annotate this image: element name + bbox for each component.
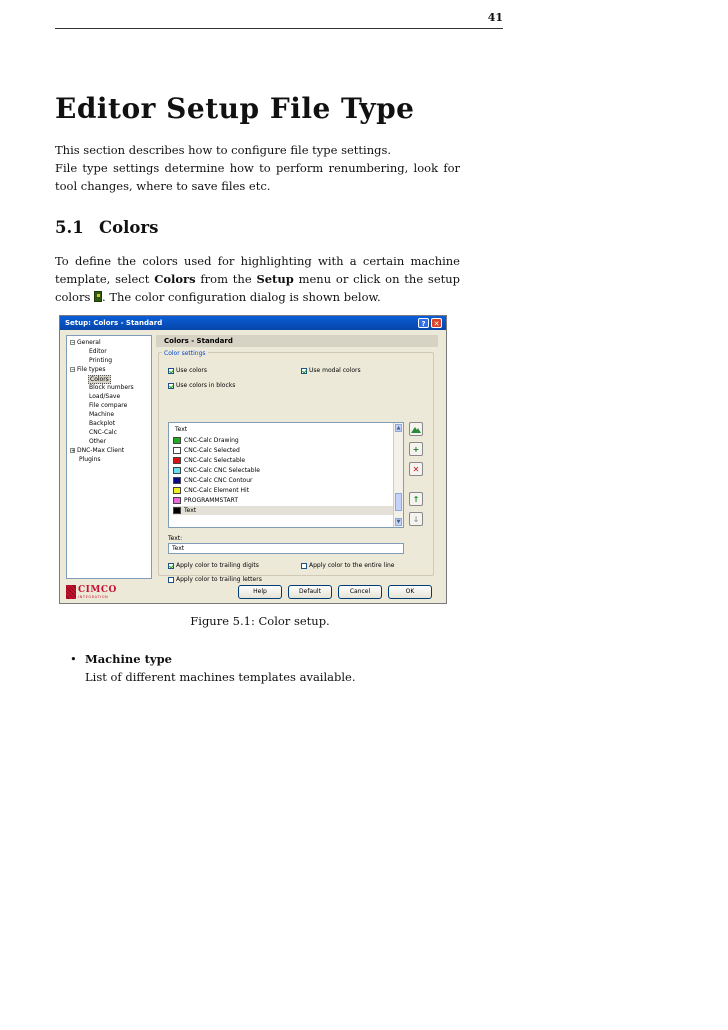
tree-item-general[interactable]: [70, 339, 101, 346]
scroll-thumb[interactable]: [395, 493, 402, 511]
tree-item-label: DNC-Max Client: [77, 447, 125, 454]
list-header: Text: [175, 426, 188, 433]
chapter-title: Editor Setup File Type: [55, 92, 415, 125]
group-title: Color settings: [164, 350, 206, 357]
tree-item-load-save[interactable]: Load/Save: [89, 393, 121, 400]
list-scrollbar[interactable]: [393, 423, 403, 527]
checkbox-box[interactable]: [301, 368, 307, 374]
tree-item-plugins[interactable]: Plugins: [79, 456, 101, 463]
scroll-down-icon[interactable]: ▼: [396, 519, 401, 525]
color-item-list[interactable]: [168, 422, 404, 528]
help-icon[interactable]: ?: [418, 318, 429, 328]
color-item-label: CNC-Calc Selectable: [184, 457, 246, 464]
move-down-button[interactable]: [409, 512, 423, 526]
paragraph-text: menu or click on the setup colors: [55, 272, 461, 304]
color-swatch: [173, 437, 181, 444]
bullet-dot: •: [70, 652, 77, 666]
tree-item-dnc-max-client[interactable]: [70, 447, 124, 454]
color-item[interactable]: [173, 486, 249, 495]
tree-item-colors[interactable]: Colors: [90, 376, 109, 383]
close-icon[interactable]: ✕: [431, 318, 442, 328]
checkbox-box[interactable]: [168, 563, 174, 569]
text-field[interactable]: Text: [168, 543, 404, 554]
logo-mark-icon: [66, 585, 76, 599]
paragraph-text: from the: [195, 272, 257, 286]
delete-icon: ✕: [412, 464, 420, 474]
tree-item-file-compare[interactable]: File compare: [89, 402, 128, 409]
checkbox-label: Use colors in blocks: [176, 382, 236, 389]
intro-paragraph-1: This section describes how to configure file type settings.: [55, 143, 392, 157]
apply-entire-line-checkbox[interactable]: [301, 562, 395, 569]
checkbox-label: Apply color to the entire line: [309, 562, 395, 569]
color-item-label: CNC-Calc Element Hit: [184, 487, 250, 494]
tree-item-other[interactable]: Other: [89, 438, 107, 445]
color-item[interactable]: [173, 476, 253, 485]
arrow-down-icon: ↓: [412, 514, 420, 524]
cimco-logo: [66, 585, 118, 601]
checkbox-label: Apply color to trailing letters: [176, 576, 262, 583]
panel-title: Colors - Standard: [164, 337, 233, 345]
intro-paragraph-2: File type settings determine how to perform renumbering, look for tool changes, where to save files etc.: [55, 161, 460, 193]
help-button[interactable]: Help: [238, 585, 282, 599]
color-item-label: CNC-Calc CNC Selectable: [184, 467, 260, 474]
color-item[interactable]: [173, 496, 238, 505]
color-swatch: [173, 467, 181, 474]
cancel-button[interactable]: Cancel: [338, 585, 382, 599]
logo-subtitle: INTEGRATION: [78, 595, 109, 599]
move-up-button[interactable]: [409, 492, 423, 506]
settings-panel: [156, 335, 441, 583]
settings-tree: [66, 335, 152, 579]
color-swatch: [173, 477, 181, 484]
bullet-description: List of different machines templates available.: [85, 670, 356, 684]
tree-item-backplot[interactable]: Backplot: [89, 420, 116, 427]
use-colors-checkbox[interactable]: [168, 367, 207, 374]
tree-item-machine[interactable]: Machine: [89, 411, 115, 418]
colors-paragraph: [55, 252, 460, 306]
color-item-label: CNC-Calc CNC Contour: [184, 477, 253, 484]
scroll-up-icon[interactable]: ▲: [396, 425, 401, 431]
dialog-button-bar: [60, 581, 446, 603]
color-item-label: CNC-Calc Drawing: [184, 437, 239, 444]
color-swatch: [173, 457, 181, 464]
checkbox-box[interactable]: [168, 368, 174, 374]
tree-item-editor[interactable]: Editor: [89, 348, 107, 355]
tree-item-file-types[interactable]: [70, 366, 105, 373]
color-item[interactable]: [173, 466, 260, 475]
tree-item-label: General: [77, 339, 101, 346]
color-swatch: [173, 507, 181, 514]
use-modal-colors-checkbox[interactable]: [301, 367, 361, 374]
add-item-button[interactable]: [409, 442, 423, 456]
page-number: 41: [487, 11, 503, 24]
checkbox-box[interactable]: [168, 383, 174, 389]
delete-item-button[interactable]: [409, 462, 423, 476]
apply-trailing-digits-checkbox[interactable]: [168, 562, 259, 569]
expand-icon[interactable]: +: [71, 448, 76, 454]
section-number: 5.1: [55, 218, 84, 237]
text-field-label: Text:: [168, 535, 183, 542]
color-item-label: Text: [184, 507, 197, 514]
use-colors-in-blocks-checkbox[interactable]: [168, 382, 235, 389]
tree-item-block-numbers[interactable]: Block numbers: [89, 384, 134, 391]
paragraph-text: To define the colors used for highlighting with a certain machine template, select: [55, 254, 460, 286]
arrow-up-icon: ↑: [412, 494, 420, 504]
section-title: Colors: [99, 218, 159, 237]
colors-menu-term: Colors: [154, 272, 196, 286]
tree-item-printing[interactable]: Printing: [89, 357, 113, 364]
figure-caption: Figure 5.1: Color setup.: [190, 614, 330, 628]
setup-menu-term: Setup: [256, 272, 294, 286]
section-heading: [55, 218, 158, 237]
tree-item-cnc-calc[interactable]: CNC-Calc: [89, 429, 117, 436]
edit-color-button[interactable]: [409, 422, 423, 436]
collapse-icon[interactable]: −: [71, 340, 76, 346]
setup-colors-icon: [94, 291, 102, 302]
checkbox-label: Apply color to trailing digits: [176, 562, 259, 569]
color-item[interactable]: [173, 436, 239, 445]
mountain-icon: [411, 425, 421, 433]
color-item-label: CNC-Calc Selected: [184, 447, 240, 454]
checkbox-label: Use modal colors: [309, 367, 361, 374]
color-swatch: [173, 447, 181, 454]
paragraph-text: . The color configuration dialog is shown below.: [102, 290, 381, 304]
ok-button[interactable]: OK: [388, 585, 432, 599]
header-rule: [55, 28, 503, 29]
color-swatch: [173, 487, 181, 494]
setup-colors-dialog: [59, 315, 447, 604]
tree-item-label: File types: [77, 366, 106, 373]
color-item[interactable]: [173, 446, 240, 455]
logo-name: CIMCO: [78, 585, 117, 595]
checkbox-box[interactable]: [301, 563, 307, 569]
color-item-label: PROGRAMMSTART: [184, 497, 239, 504]
dialog-title: Setup: Colors - Standard: [65, 319, 163, 327]
default-button[interactable]: Default: [288, 585, 332, 599]
bullet-label: Machine type: [85, 652, 172, 666]
panel-header: [156, 335, 438, 347]
color-item[interactable]: [173, 506, 397, 515]
collapse-icon[interactable]: −: [71, 367, 76, 373]
dialog-titlebar: [60, 316, 446, 330]
color-item[interactable]: [173, 456, 245, 465]
add-icon: +: [412, 444, 420, 454]
color-swatch: [173, 497, 181, 504]
checkbox-label: Use colors: [176, 367, 208, 374]
